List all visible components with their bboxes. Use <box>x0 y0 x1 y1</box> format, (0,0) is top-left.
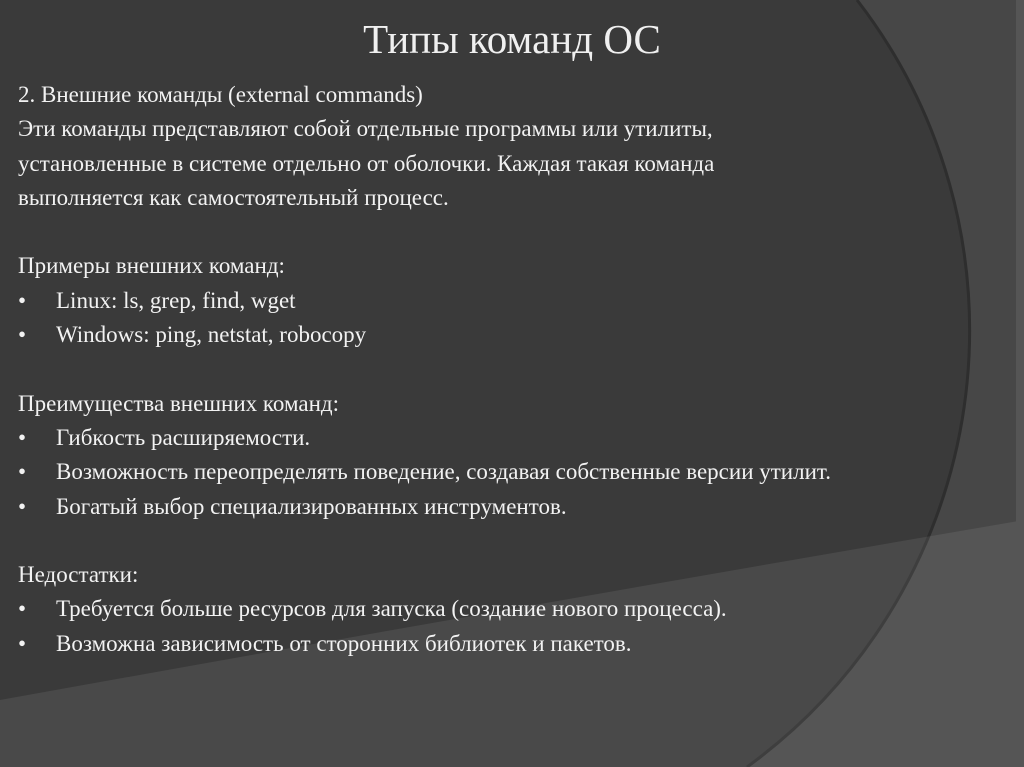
bullet-icon: • <box>18 322 27 348</box>
bullet-icon: • <box>18 596 27 622</box>
disadvantages-label: Недостатки: <box>18 562 139 588</box>
description-line: установленные в системе отдельно от оболочки. Каждая такая команда <box>18 150 715 176</box>
section-heading: 2. Внешние команды (external commands) <box>18 82 423 107</box>
list-item: • Возможна зависимость от сторонних библиотек и пакетов. <box>18 627 998 661</box>
bullet-icon: • <box>18 630 27 656</box>
slide-content <box>18 78 998 661</box>
description-line: выполняется как самостоятельный процесс. <box>18 184 449 210</box>
examples-label: Примеры внешних команд: <box>18 253 285 279</box>
bullet-icon: • <box>18 287 27 313</box>
bullet-icon: • <box>18 493 27 519</box>
advantages-label: Преимущества внешних команд: <box>18 390 339 416</box>
bullet-icon: • <box>18 424 27 450</box>
list-item: • Требуется больше ресурсов для запуска (создание нового процесса). <box>18 592 998 626</box>
bullet-icon: • <box>18 459 27 485</box>
list-item: • Возможность переопределять поведение, создавая собственные версии утилит. <box>18 455 998 489</box>
description-line: Эти команды представляют собой отдельные программы или утилиты, <box>18 116 713 142</box>
list-item: • Богатый выбор специализированных инструментов. <box>18 490 998 524</box>
list-item: • Windows: ping, netstat, robocopy <box>18 318 998 352</box>
list-item: • Гибкость расширяемости. <box>18 421 998 455</box>
slide-title: Типы команд ОС <box>363 16 661 62</box>
list-item: • Linux: ls, grep, find, wget <box>18 284 998 318</box>
